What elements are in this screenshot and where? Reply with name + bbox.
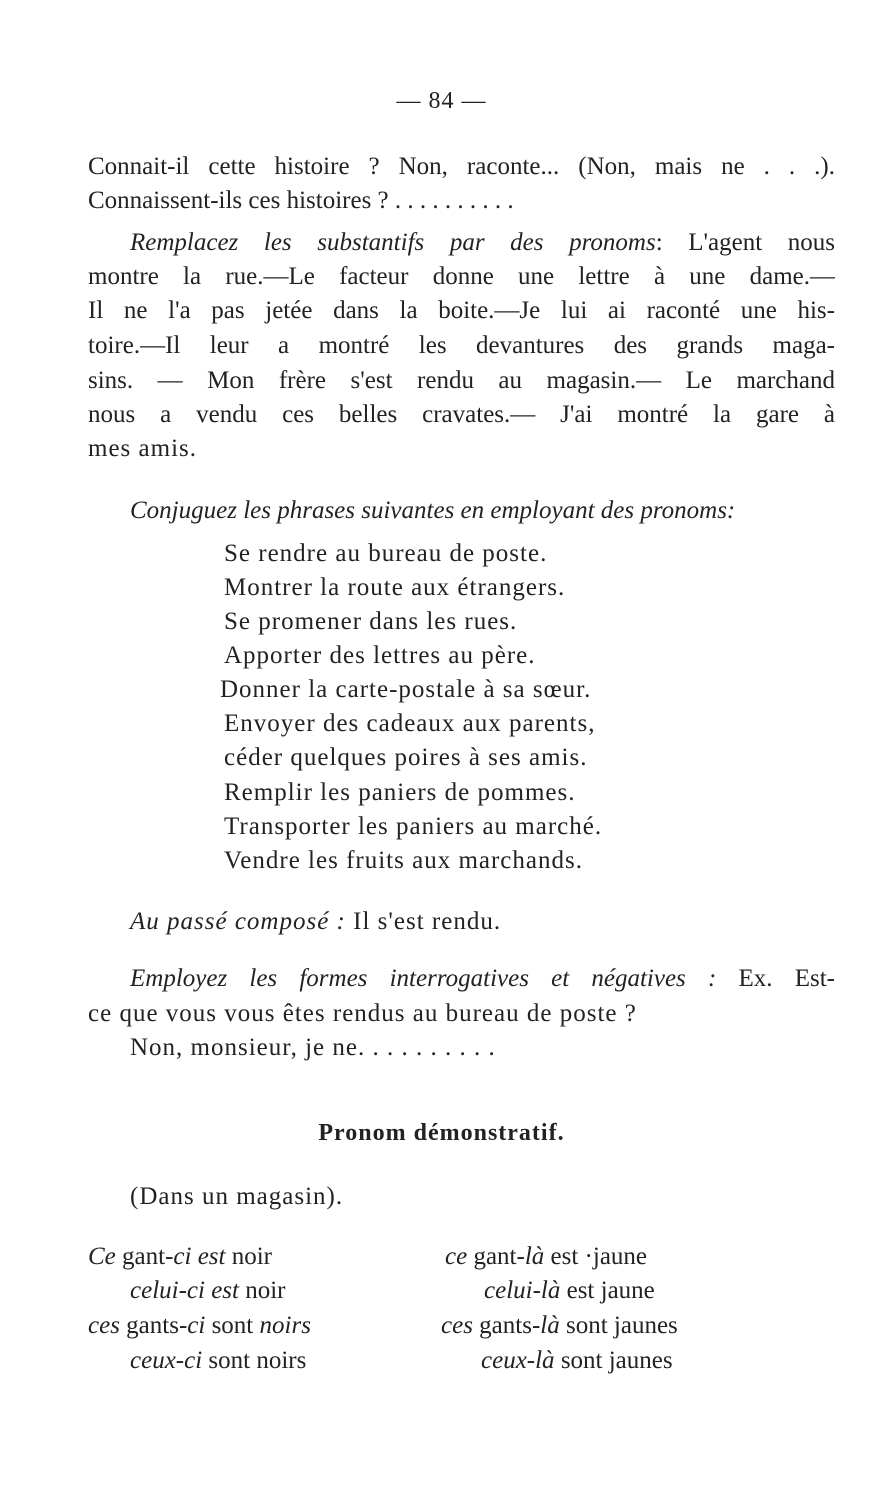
word: est jaune xyxy=(560,1277,655,1304)
word: ceux-ci xyxy=(130,1347,203,1374)
paragraph-2-line-6: nous a vendu ces belles cravates.— J'ai montré la gare à xyxy=(88,401,835,428)
paragraph-5-instruction: Employez les formes interrogatives et négatives : xyxy=(130,965,717,992)
exercise-item: Vendre les fruits aux marchands. xyxy=(224,847,583,874)
left-row-2 xyxy=(130,1274,286,1308)
exercise-item: Donner la carte-postale à sa sœur. xyxy=(220,676,592,703)
word: ceux-là xyxy=(481,1347,555,1374)
paragraph-2-line-2: montre la rue.—Le facteur donne une lettre à une dame.— xyxy=(88,263,835,290)
word: noir xyxy=(225,1243,273,1270)
word: ce xyxy=(445,1243,468,1270)
word: est ·jaune xyxy=(544,1243,648,1270)
paragraph-2-line-1-rest: : L'agent nous xyxy=(655,229,835,256)
word: sont noirs xyxy=(202,1347,307,1374)
paragraph-5-line-1-rest: Ex. Est- xyxy=(716,965,835,992)
exercise-item: Se rendre au bureau de poste. xyxy=(224,540,548,567)
left-row-3 xyxy=(88,1309,311,1343)
right-row-2 xyxy=(484,1274,655,1308)
word: noirs xyxy=(259,1312,311,1339)
word: gant- xyxy=(467,1243,525,1270)
tense-label: Au passé composé : xyxy=(130,908,346,935)
tense-example: Il s'est rendu. xyxy=(345,908,502,935)
paragraph-1-line-1: Connait-il cette histoire ? Non, raconte... (Non, mais ne . . .). xyxy=(88,153,835,180)
word: là xyxy=(540,1312,560,1339)
paragraph-4 xyxy=(130,905,501,939)
exercise-item: céder quelques poires à ses amis. xyxy=(224,744,588,771)
exercise-item: Transporter les paniers au marché. xyxy=(224,813,603,840)
paragraph-2-line-3: Il ne l'a pas jetée dans la boite.—Je lui ai raconté une his- xyxy=(88,297,835,324)
page-number: — 84 — xyxy=(396,88,487,114)
word: celui-ci est xyxy=(130,1277,239,1304)
word: ces xyxy=(88,1312,120,1339)
paragraph-2-line-4: toire.—Il leur a montré les devantures des grands maga- xyxy=(88,332,835,359)
paragraph-5-line-3: Non, monsieur, je ne. . . . . . . . . . xyxy=(130,1034,496,1061)
paragraph-2-instruction: Remplacez les substantifs par des pronoms xyxy=(130,229,656,256)
word: sont jaunes xyxy=(554,1347,673,1374)
right-row-3 xyxy=(441,1309,678,1343)
exercise-item: Remplir les paniers de pommes. xyxy=(224,779,576,806)
paragraph-2-line-1 xyxy=(130,226,835,260)
paragraph-1-line-2: Connaissent-ils ces histoires ? . . . . . . . . . . xyxy=(88,187,514,214)
word: gants- xyxy=(119,1312,188,1339)
paragraph-3-instruction: Conjuguez les phrases suivantes en employant des pronoms: xyxy=(130,497,736,524)
exercise-item: Se promener dans les rues. xyxy=(224,608,518,635)
word: sont jaunes xyxy=(559,1312,678,1339)
paragraph-2-line-5: sins. — Mon frère s'est rendu au magasin.— Le marchand xyxy=(88,367,835,394)
section-heading: Pronom démonstratif. xyxy=(318,1120,565,1146)
left-row-4 xyxy=(130,1344,306,1378)
right-row-1 xyxy=(445,1240,647,1274)
word: ces xyxy=(441,1312,473,1339)
paragraph-5-line-2: ce que vous vous êtes rendus au bureau de poste ? xyxy=(88,1000,637,1027)
word: ci est xyxy=(173,1243,226,1270)
word: celui-là xyxy=(484,1277,561,1304)
paragraph-2-line-7: mes amis. xyxy=(88,435,197,462)
word: gant- xyxy=(115,1243,174,1270)
left-row-1 xyxy=(88,1240,272,1274)
exercise-item: Montrer la route aux étrangers. xyxy=(224,574,566,601)
word: sont xyxy=(205,1312,260,1339)
section-context: (Dans un magasin). xyxy=(130,1183,344,1210)
exercise-item: Apporter des lettres au père. xyxy=(224,642,536,669)
exercise-item: Envoyer des cadeaux aux parents, xyxy=(224,710,596,737)
word: noir xyxy=(238,1277,286,1304)
paragraph-5-line-1 xyxy=(130,962,835,996)
word: là xyxy=(524,1243,545,1270)
word: Ce xyxy=(88,1243,116,1270)
right-row-4 xyxy=(481,1344,673,1378)
word: gants- xyxy=(472,1312,541,1339)
word: ci xyxy=(187,1312,206,1339)
